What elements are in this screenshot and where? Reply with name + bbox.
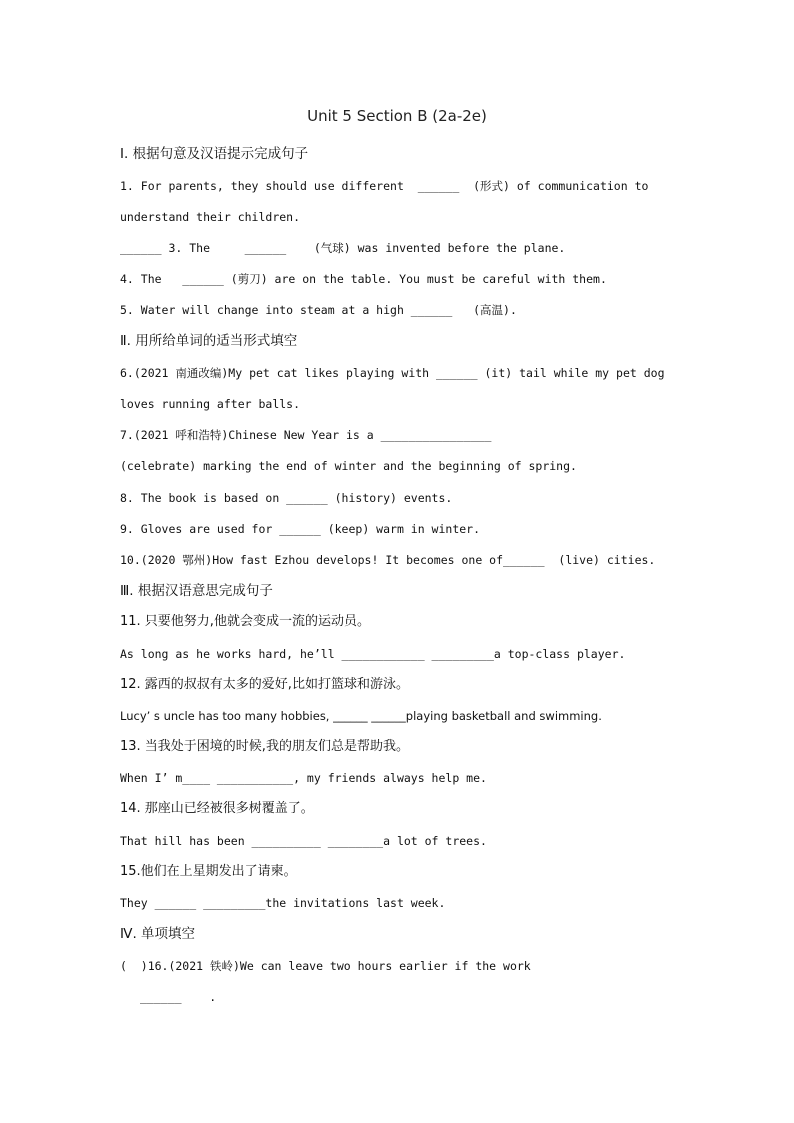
question-6-line-2: loves running after balls. <box>120 397 301 411</box>
question-7-line-1: 7.(2021 呼和浩特)Chinese New Year is a ________________ <box>120 428 492 442</box>
question-15-english: They ______ _________the invitations last week. <box>120 896 446 910</box>
question-4: 4. The ______ (剪刀) are on the table. You must be careful with them. <box>120 272 607 286</box>
question-1-line-1: 1. For parents, they should use different ______ (形式) of communication to <box>120 179 649 193</box>
question-9: 9. Gloves are used for ______ (keep) warm in winter. <box>120 522 481 536</box>
question-10: 10.(2020 鄂州)How fast Ezhou develops! It becomes one of______ (live) cities. <box>120 553 656 567</box>
question-13-chinese: 13. 当我处于困境的时候,我的朋友们总是帮助我。 <box>120 739 409 754</box>
question-11-english: As long as he works hard, he’ll ____________ _________a top-class player. <box>120 647 626 661</box>
section-heading-1: Ⅰ. 根据句意及汉语提示完成句子 <box>120 146 309 162</box>
question-1-line-2: understand their children. <box>120 210 301 224</box>
section-heading-4: Ⅳ. 单项填空 <box>120 926 196 942</box>
page-title: Unit 5 Section B (2a-2e) <box>307 107 487 125</box>
question-12-chinese: 12. 露西的叔叔有太多的爱好,比如打篮球和游泳。 <box>120 677 409 692</box>
question-7-line-2: (celebrate) marking the end of winter and the beginning of spring. <box>120 459 577 473</box>
question-8: 8. The book is based on ______ (history) events. <box>120 491 453 505</box>
question-13-english: When I’ m____ ___________, my friends always help me. <box>120 771 487 785</box>
question-14-english: That hill has been __________ ________a lot of trees. <box>120 834 487 848</box>
question-11-chinese: 11. 只要他努力,他就会变成一流的运动员。 <box>120 614 370 629</box>
question-5: 5. Water will change into steam at a high ______ (高温). <box>120 303 517 317</box>
question-3: ______ 3. The ______ (气球) was invented before the plane. <box>120 241 566 255</box>
question-14-chinese: 14. 那座山已经被很多树覆盖了。 <box>120 801 314 816</box>
question-15-chinese: 15.他们在上星期发出了请柬。 <box>120 864 297 879</box>
section-heading-3: Ⅲ. 根据汉语意思完成句子 <box>120 583 273 599</box>
question-6-line-1: 6.(2021 南通改编)My pet cat likes playing with ______ (it) tail while my pet dog <box>120 366 665 380</box>
question-16-line-2: ______ . <box>140 990 217 1004</box>
question-12-english: Lucy’ s uncle has too many hobbies, ______ ______playing basketball and swimming. <box>120 709 602 723</box>
section-heading-2: Ⅱ. 用所给单词的适当形式填空 <box>120 333 298 349</box>
question-16-line-1: ( )16.(2021 铁岭)We can leave two hours earlier if the work <box>120 959 531 973</box>
